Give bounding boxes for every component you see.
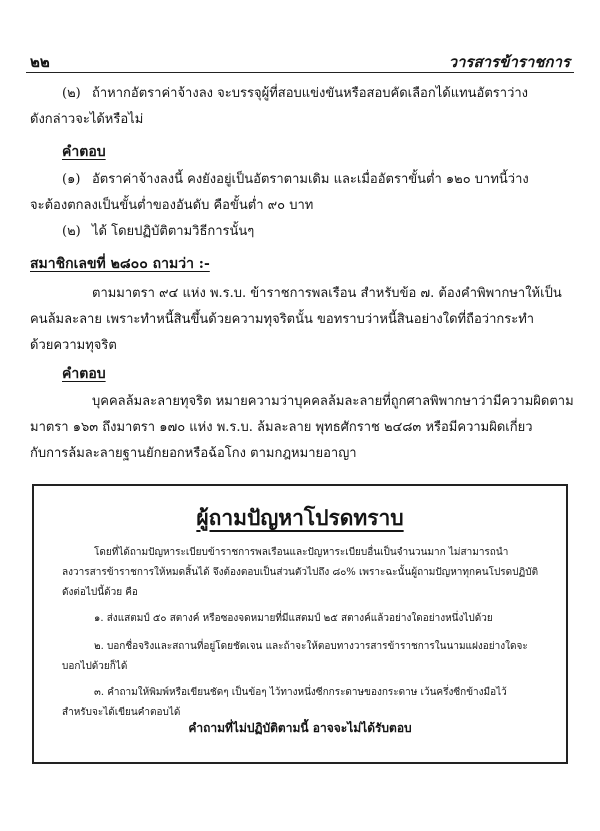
notice-intro-line-1: โดยที่ได้ถามปัญหาระเบียบข้าราชการพลเรือนและปัญหาระเบียบอื่นเป็นจำนวนมาก ไม่สามารถนำ [94,547,509,558]
notice-title: ผู้ถามปัญหาโปรดทราบ [196,505,404,530]
answer2-line-1: บุคคลล้มละลายทุจริต หมายความว่าบุคคลล้มละลายที่ถูกศาลพิพากษาว่ามีความผิดตาม [92,394,574,409]
answer2-heading: คำตอบ [62,366,106,382]
notice-item-2-line-2: บอกไปด้วยก็ได้ [62,661,128,672]
answer-item-1-line-1: อัตราค่าจ้างลงนี้ คงยังอยู่เป็นอัตราตามเดิม และเมื่ออัตราขั้นต่ำ ๑๒๐ บาทนี้ว่าง [92,172,529,187]
question2-line-3: ด้วยความทุจริต [30,338,117,353]
answer2-line-2: มาตรา ๑๖๓ ถึงมาตรา ๑๗๐ แห่ง พ.ร.บ. ล้มละลาย พุทธศักราช ๒๔๘๓ หรือมีความผิดเกี่ยว [30,420,533,435]
notice-intro-line-3: ดังต่อไปนี้ด้วย คือ [62,587,138,598]
answer-item-1-line-2: จะต้องตกลงเป็นขั้นต่ำของอันดับ คือขั้นต่ำ ๙๐ บาท [30,198,314,213]
question-line-1: ถ้าหากอัตราค่าจ้างลง จะบรรจุผู้ที่สอบแข่งขันหรือสอบคัดเลือกได้แทนอัตราว่าง [92,86,529,101]
answer2-line-3: กับการล้มละลายฐานยักยอกหรือฉ้อโกง ตามกฎหมายอาญา [30,446,357,461]
notice-intro-line-2: ลงวารสารข้าราชการให้หมดสิ้นได้ จึงต้องตอบเป็นส่วนตัวไปถึง ๘๐% เพราะฉะนั้นผู้ถามปัญหาทุกคนโปรดปฏิบัติ [62,567,539,578]
journal-name: วารสารข้าราชการ [448,53,570,71]
page-number: ๒๒ [30,53,50,71]
question-item-number: (๒) [62,86,81,101]
header-rule [26,72,574,73]
notice-box [32,484,568,764]
question2-line-1: ตามมาตรา ๙๔ แห่ง พ.ร.บ. ข้าราชการพลเรือน สำหรับข้อ ๗. ต้องคำพิพากษาให้เป็น [92,286,562,301]
answer-item-2-text: ได้ โดยปฏิบัติตามวิธีการนั้นๆ [92,224,255,239]
member-question-label: สมาชิกเลขที่ ๒๘๐๐ ถามว่า :- [30,256,210,272]
notice-item-3-line-2: สำหรับจะได้เขียนคำตอบได้ [62,707,181,718]
notice-footer: คำถามที่ไม่ปฏิบัติตามนี้ อาจจะไม่ได้รับตอบ [188,721,412,735]
question2-line-2: คนล้มละลาย เพราะทำหนี้สินขึ้นด้วยความทุจริตนั้น ขอทราบว่าหนี้สินอย่างใดที่ถือว่ากระทำ [30,312,535,327]
question-line-2: ดังกล่าวจะได้หรือไม่ [30,112,144,127]
answer-heading: คำตอบ [62,144,106,160]
answer-item-2-number: (๒) [62,224,81,239]
notice-item-1: ๑. ส่งแสตมป์ ๕๐ สตางค์ หรือซองจดหมายที่มีแสตมป์ ๒๕ สตางค์แล้วอย่างใดอย่างหนึ่งไปด้วย [94,613,493,624]
notice-item-2-line-1: ๒. บอกชื่อจริงและสถานที่อยู่โดยชัดเจน และถ้าจะให้ตอบทางวารสารข้าราชการในนามแฝงอย่างใดจะ [94,641,528,652]
notice-item-3-line-1: ๓. คำถามให้พิมพ์หรือเขียนชัดๆ เป็นข้อๆ ไว้ทางหนึ่งซีกกระดาษของกระดาษ เว้นครึ่งซีกข้างมือไว้ [94,687,507,698]
answer-item-1-number: (๑) [62,172,81,187]
